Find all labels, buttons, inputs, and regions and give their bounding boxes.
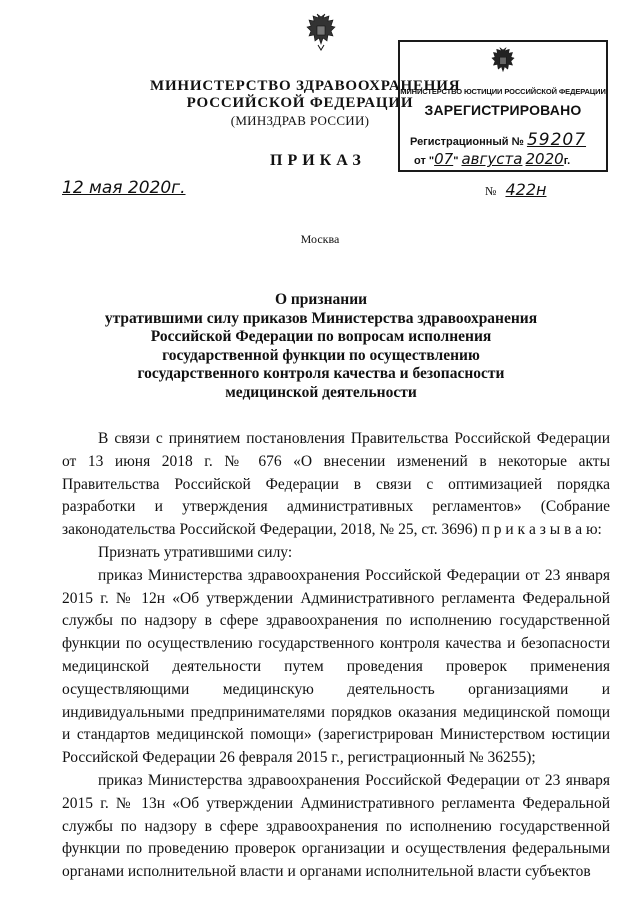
document-body: [62, 428, 610, 884]
stamp-status: ЗАРЕГИСТРИРОВАНО: [424, 102, 582, 118]
body-paragraph: Признать утратившими силу:: [98, 543, 293, 561]
stamp-date-month: августа: [461, 150, 523, 168]
ministry-name-line2: РОССИЙСКОЙ ФЕДЕРАЦИИ: [186, 95, 414, 111]
coat-of-arms-emblem: [303, 12, 339, 52]
order-number: 422н: [505, 180, 547, 199]
stamp-reg-row: [410, 130, 586, 150]
document-title: [100, 291, 542, 403]
city: Москва: [300, 232, 340, 246]
stamp-reg-number: 59207: [526, 130, 587, 150]
registration-stamp: [398, 40, 608, 172]
title-line: утратившими силу приказов Министерства здравоохранения: [104, 309, 538, 327]
order-number-row: [485, 180, 546, 199]
stamp-date-day: 07: [434, 150, 454, 168]
stamp-date-mid: ": [453, 155, 459, 167]
ministry-short-name: (МИНЗДРАВ РОССИИ): [230, 113, 370, 128]
stamp-date-suffix: г.: [563, 155, 571, 167]
order-number-label: №: [485, 184, 497, 198]
stamp-date-row: [414, 150, 570, 168]
title-line: медицинской деятельности: [225, 383, 417, 401]
body-paragraph: приказ Министерства здравоохранения Российской Федерации от 23 января 2015 г. № 13н «Об утверждении Административного регламента Федеральной службы по надзору в сфере здравоохранения по исполнению государственной функции по проведению проверок организации и осуществления федеральными органами исполнительной власти и органами исполнительной власти субъектов: [62, 771, 610, 881]
ministry-name-line1: МИНИСТЕРСТВО ЗДРАВООХРАНЕНИЯ: [150, 78, 461, 94]
body-paragraph: приказ Министерства здравоохранения Российской Федерации от 23 января 2015 г. № 12н «Об утверждении Административного регламента Федеральной службы по надзору в сфере здравоохранения по исполнению государственной функции по осуществлению государственного контроля качества и безопасности медицинской деятельности путем проведения проверок применения осуществляющими медицинскую деятельность организациями и индивидуальными предпринимателями порядков оказания медицинской помощи и стандартов медицинской помощи» (зарегистрирован Министерством юстиции Российской Федерации 26 февраля 2015 г., регистрационный № 36255);: [62, 566, 610, 767]
stamp-date-year: 2020: [525, 150, 564, 168]
title-line: Российской Федерации по вопросам исполнения: [150, 328, 492, 346]
stamp-date-prefix: от ": [414, 155, 435, 167]
document-type: ПРИКАЗ: [270, 152, 366, 169]
stamp-reg-label: Регистрационный №: [410, 136, 524, 148]
body-paragraph: В связи с принятием постановления Правительства Российской Федерации от 13 июня 2018 г. № 676 «О внесении изменений в некоторые акты Правительства Российской Федерации в связи с оптимизацией порядка разработки и утверждения административных регламентов» (Собрание законодательства Российской Федерации, 2018, № 25, ст. 3696) п р и к а з ы в а ю:: [62, 430, 610, 539]
stamp-ministry-of-justice: МИНИСТЕРСТВО ЮСТИЦИИ РОССИЙСКОЙ ФЕДЕРАЦИИ: [400, 87, 606, 96]
title-line: государственной функции по осуществлению: [162, 346, 480, 364]
title-line: государственного контроля качества и безопасности: [137, 365, 505, 383]
title-line: О признании: [274, 291, 368, 308]
order-signing-date: 12 мая 2020г.: [62, 178, 186, 198]
stamp-emblem-icon: [488, 46, 518, 78]
